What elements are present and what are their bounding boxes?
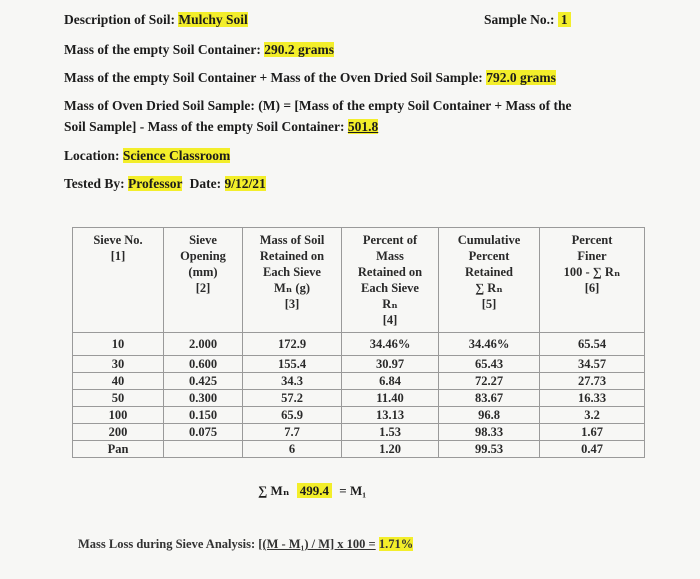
table-row: [73, 424, 645, 441]
table-cell: 1.20: [342, 441, 439, 458]
date-value: 9/12/21: [224, 176, 266, 191]
location-value: Science Classroom: [122, 148, 231, 163]
header-cell: Percent of Mass Retained on Each Sieve Rₙ [4]: [342, 228, 439, 333]
mass-dry-value: 501.8: [347, 119, 379, 134]
sample-number-value: 1: [558, 12, 571, 27]
table-cell: 98.33: [439, 424, 540, 441]
mass-dry-sample-line2: [64, 119, 378, 135]
header-cell: Mass of Soil Retained on Each Sieve Mₙ (g) [3]: [243, 228, 342, 333]
table-cell: Pan: [73, 441, 164, 458]
header-cell: Sieve Opening (mm) [2]: [164, 228, 243, 333]
tested-by: [64, 176, 266, 192]
table-cell: 50: [73, 390, 164, 407]
sample-number-label: Sample No.:: [484, 12, 555, 27]
table-cell: 0.300: [164, 390, 243, 407]
table-cell: 40: [73, 373, 164, 390]
table-cell: 13.13: [342, 407, 439, 424]
table-cell: 7.7: [243, 424, 342, 441]
table-cell: 100: [73, 407, 164, 424]
table-cell: 30.97: [342, 356, 439, 373]
table-cell: 34.46%: [439, 333, 540, 356]
sum-mass-retained: [258, 483, 366, 499]
header-cell: Cumulative Percent Retained ∑ Rₙ [5]: [439, 228, 540, 333]
table-cell: 0.600: [164, 356, 243, 373]
header-cell: Sieve No. [1]: [73, 228, 164, 333]
table-cell: 34.57: [540, 356, 645, 373]
table-cell: 57.2: [243, 390, 342, 407]
table-cell: 2.000: [164, 333, 243, 356]
table-cell: 96.8: [439, 407, 540, 424]
table-cell: 6.84: [342, 373, 439, 390]
table-cell: 6: [243, 441, 342, 458]
table-cell: 65.9: [243, 407, 342, 424]
mass-empty-value: 290.2 grams: [264, 42, 334, 57]
table-cell: 34.46%: [342, 333, 439, 356]
tested-by-label: Tested By:: [64, 176, 125, 191]
mass-loss-formula: [(M - M₁) / M] x 100 =: [258, 537, 376, 551]
mass-loss-value: 1.71%: [378, 537, 414, 551]
soil-description: [64, 12, 248, 28]
table-cell: 72.27: [439, 373, 540, 390]
table-cell: 65.43: [439, 356, 540, 373]
table-cell: 200: [73, 424, 164, 441]
location-label: Location:: [64, 148, 120, 163]
mass-dry-sample-line1: [64, 98, 571, 114]
table-cell: 1.53: [342, 424, 439, 441]
table-row: [73, 356, 645, 373]
location: [64, 148, 230, 164]
date-label: Date:: [189, 176, 222, 191]
table-cell: [164, 441, 243, 458]
sample-number: [484, 12, 571, 28]
soil-description-label: Description of Soil:: [64, 12, 175, 27]
mass-total-label: Mass of the empty Soil Container + Mass of the Oven Dried Soil Sample:: [64, 70, 483, 85]
table-row: [73, 441, 645, 458]
table-cell: 10: [73, 333, 164, 356]
table-cell: 172.9: [243, 333, 342, 356]
sum-value: 499.4: [297, 483, 332, 498]
table-cell: 0.425: [164, 373, 243, 390]
table-cell: 34.3: [243, 373, 342, 390]
mass-empty-label: Mass of the empty Soil Container:: [64, 42, 261, 57]
mass-loss: [78, 537, 413, 552]
mass-loss-label: Mass Loss during Sieve Analysis:: [78, 537, 256, 551]
table-cell: 30: [73, 356, 164, 373]
table-cell: 0.075: [164, 424, 243, 441]
table-cell: 155.4: [243, 356, 342, 373]
table-cell: 11.40: [342, 390, 439, 407]
table-cell: 65.54: [540, 333, 645, 356]
tested-by-value: Professor: [128, 176, 183, 191]
table-row: [73, 333, 645, 356]
sieve-analysis-table: [72, 227, 645, 458]
table-cell: 16.33: [540, 390, 645, 407]
table-row: [73, 373, 645, 390]
table-cell: 83.67: [439, 390, 540, 407]
table-cell: 0.150: [164, 407, 243, 424]
mass-dry-line1-text: Mass of Oven Dried Soil Sample: (M) = [Mass of the empty Soil Container + Mass of the: [64, 98, 572, 113]
mass-dry-line2-text: Soil Sample] - Mass of the empty Soil Container:: [64, 119, 345, 134]
mass-container-plus-sample: [64, 70, 556, 86]
table-row: [73, 407, 645, 424]
table-cell: 27.73: [540, 373, 645, 390]
soil-description-value: Mulchy Soil: [178, 12, 248, 27]
table-row: [73, 390, 645, 407]
table-header-row: [73, 228, 645, 333]
mass-empty-container: [64, 42, 334, 58]
sum-label: ∑ Mₙ: [258, 483, 290, 498]
table-cell: 3.2: [540, 407, 645, 424]
table-cell: 99.53: [439, 441, 540, 458]
mass-total-value: 792.0 grams: [486, 70, 556, 85]
table-cell: 1.67: [540, 424, 645, 441]
sum-tail: = M₁: [339, 483, 367, 498]
table-cell: 0.47: [540, 441, 645, 458]
header-cell: Percent Finer 100 - ∑ Rₙ [6]: [540, 228, 645, 333]
